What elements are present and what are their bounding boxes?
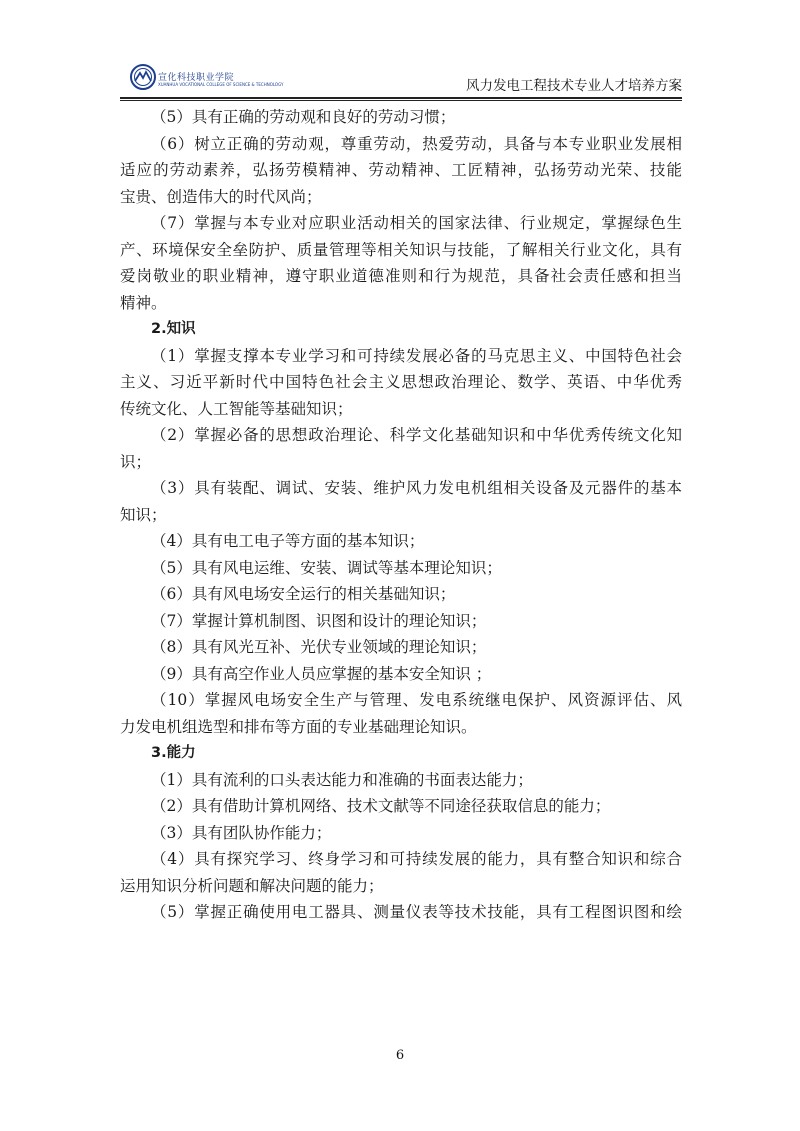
paragraph-line: （4）具有电工电子等方面的基本知识； — [151, 532, 425, 550]
paragraph-line: （1）掌握支撑本专业学习和可持续发展必备的马克思主义、中国特色社会 — [151, 346, 682, 365]
paragraph-line: （5）具有风电运维、安装、调试等基本理论知识； — [151, 558, 502, 577]
section-heading: 2.知识 — [151, 321, 196, 337]
paragraph-line: 适应的劳动素养，弘扬劳模精神、劳动精神、工匠精神，弘扬劳动光荣、技能 — [120, 161, 682, 179]
paragraph-line: （1）具有流利的口头表达能力和准确的书面表达能力； — [151, 770, 533, 789]
paragraph-line: 产、环境保安全垒防护、质量管理等相关知识与技能，了解相关行业文化，具有 — [120, 240, 682, 259]
paragraph-line: 传统文化、人工智能等基础知识； — [120, 399, 353, 418]
college-name: 宣化科技职业学院 — [158, 73, 235, 83]
paragraph-line: （5）具有正确的劳动观和良好的劳动习惯； — [151, 108, 456, 126]
paragraph-line: （4）具有探究学习、终身学习和可持续发展的能力，具有整合知识和综合 — [151, 850, 682, 868]
paragraph-line: 主义、习近平新时代中国特色社会主义思想政治理论、数学、英语、中华优秀 — [120, 373, 682, 391]
document-title: 风力发电工程技术专业人才培养方案 — [466, 78, 682, 94]
paragraph-line: （5）掌握正确使用电工器具、测量仪表等技术技能，具有工程图识图和绘 — [151, 903, 682, 921]
header-divider-thin — [120, 100, 682, 101]
paragraph-line: 识； — [120, 452, 152, 471]
paragraph-line: （2）具有借助计算机网络、技术文献等不同途径获取信息的能力； — [151, 797, 611, 815]
college-logo-icon — [130, 64, 156, 90]
paragraph-line: 知识； — [120, 505, 167, 524]
paragraph-line: （8）具有风光互补、光伏专业领域的理论知识； — [151, 638, 487, 656]
paragraph-line: （2）掌握必备的思想政治理论、科学文化基础知识和中华优秀传统文化知 — [151, 426, 682, 444]
page-number: 6 — [395, 1048, 405, 1063]
paragraph-line: （7）掌握计算机制图、识图和设计的理论知识； — [151, 611, 487, 630]
paragraph-line: 运用知识分析问题和解决问题的能力； — [120, 876, 384, 895]
college-name-en: XUANHUA VOCATIONAL COLLEGE OF SCIENCE & TECHNOLOGY — [158, 82, 284, 87]
page-header — [120, 62, 682, 98]
paragraph-line: 精神。 — [120, 293, 167, 312]
section-heading: 3.能力 — [151, 745, 196, 761]
paragraph-line: （3）具有装配、调试、安装、维护风力发电机组相关设备及元器件的基本 — [151, 479, 682, 497]
document-body — [120, 104, 682, 926]
paragraph-line: （10）掌握风电场安全生产与管理、发电系统继电保护、风资源评估、风 — [151, 691, 682, 709]
paragraph-line: （9）具有高空作业人员应掌握的基本安全知识 ； — [151, 664, 492, 683]
paragraph-line: （7）掌握与本专业对应职业活动相关的国家法律、行业规定，掌握绿色生 — [151, 214, 682, 232]
paragraph-line: （6）树立正确的劳动观，尊重劳动，热爱劳动，具备与本专业职业发展相 — [151, 134, 682, 153]
paragraph-line: 力发电机组选型和排布等方面的专业基础理论知识。 — [120, 717, 477, 736]
paragraph-line: 爱岗敬业的职业精神，遵守职业道德准则和行为规范，具备社会责任感和担当 — [120, 267, 682, 285]
paragraph-line: 宝贵、创造伟大的时代风尚； — [120, 187, 322, 206]
header-divider — [120, 97, 682, 99]
paragraph-line: （3）具有团队协作能力； — [151, 823, 332, 842]
paragraph-line: （6）具有风电场安全运行的相关基础知识； — [151, 585, 456, 603]
